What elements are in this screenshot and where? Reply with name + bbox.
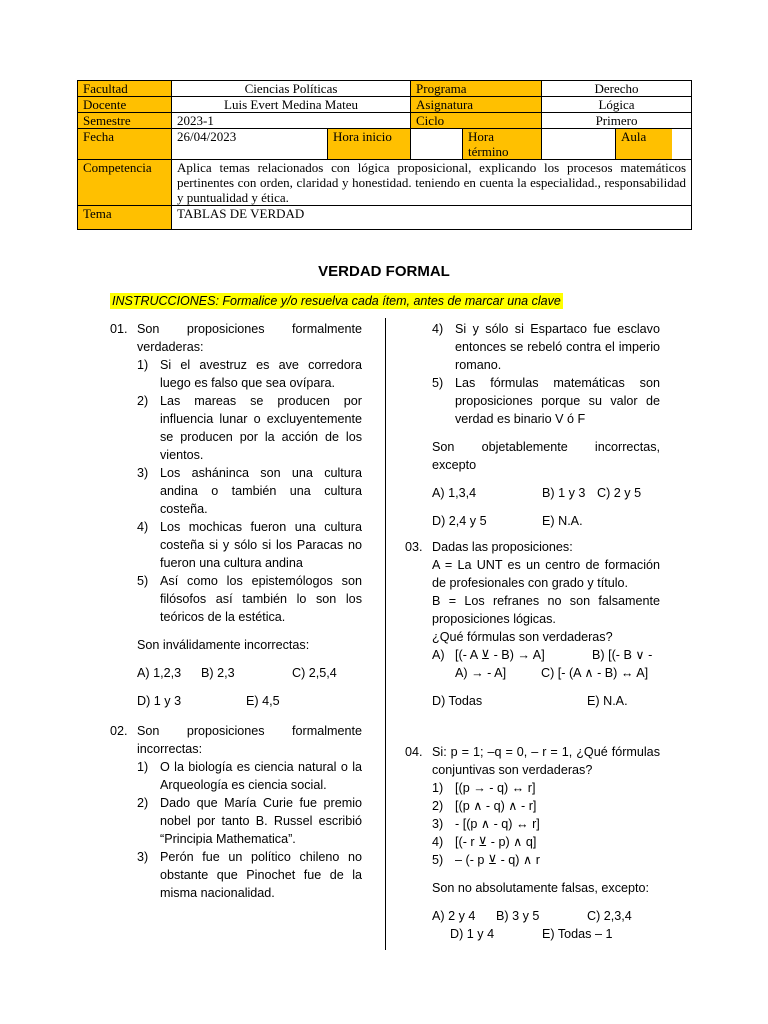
- fecha-value: 26/04/2023: [172, 129, 328, 160]
- option-a[interactable]: [(- A ⊻ - B) → A]: [455, 648, 545, 662]
- aula-value: [672, 129, 691, 159]
- page-title: VERDAD FORMAL: [318, 263, 450, 280]
- list-item: [137, 356, 362, 392]
- list-item: [137, 848, 362, 902]
- facultad-value: Ciencias Políticas: [172, 81, 411, 97]
- competencia-value: Aplica temas relacionados con lógica proposicional, explicando los procesos matemáticos pertinentes con orden, claridad y honestidad. teniendo en cuenta la especialidad., responsabilidad y puntualidad y ética.: [172, 160, 692, 206]
- item-number: 3): [432, 817, 444, 831]
- hora-inicio-label: Hora inicio: [328, 129, 411, 160]
- competencia-label: Competencia: [78, 160, 172, 206]
- question-prompt: Son objetablemente incorrectas, excepto: [432, 440, 660, 472]
- question-03: [405, 538, 660, 710]
- answer-options-row-1: [432, 646, 660, 664]
- instructions: INSTRUCCIONES: Formalice y/o resuelva cada ítem, antes de marcar una clave: [112, 294, 561, 308]
- item-formula: [(- r ⊻ - p) ∧ q]: [455, 835, 537, 849]
- option-e[interactable]: E) N.A.: [542, 514, 583, 528]
- question-stem: Dadas las proposiciones:: [432, 540, 573, 554]
- item-text: Si y sólo si Espartaco fue esclavo entonces se rebeló contra el imperio romano.: [455, 322, 660, 372]
- answer-options-row-2: [432, 512, 660, 530]
- item-text: Perón fue un político chileno no obstante que Pinochet fue de la misma nacionalidad.: [160, 850, 362, 900]
- answer-options-row-1: [432, 484, 660, 502]
- list-item: [137, 392, 362, 464]
- column-divider: [385, 318, 386, 950]
- programa-value: Derecho: [542, 81, 692, 97]
- item-number: 5): [432, 853, 444, 867]
- item-formula: [(p → - q) ↔ r]: [455, 781, 536, 795]
- aula-label-text: Aula: [616, 129, 672, 159]
- option-b[interactable]: B) 2,3: [201, 666, 235, 680]
- proposition-b: B = Los refranes no son falsamente proposiciones lógicas.: [432, 594, 660, 626]
- ciclo-label: Ciclo: [411, 113, 542, 129]
- option-a[interactable]: A) 1,2,3: [137, 666, 182, 680]
- answer-options-row-2: [432, 664, 660, 682]
- hora-termino-label-line1: Hora: [468, 129, 495, 144]
- list-item: [432, 797, 660, 815]
- question-number: 02.: [110, 724, 128, 738]
- question-stem: Son proposiciones formalmente incorrectas:: [137, 724, 362, 756]
- item-number: 5): [432, 376, 444, 390]
- docente-value: Luis Evert Medina Mateu: [172, 97, 411, 113]
- item-number: 4): [432, 322, 444, 336]
- item-text: Las mareas se producen por influencia lunar o excluyentemente se producen por la acción de los vientos.: [160, 394, 362, 462]
- option-b-continued: A) → - A]: [455, 666, 507, 680]
- item-text: Los asháninca son una cultura andina o también una cultura costeña.: [160, 466, 362, 516]
- question-02: [110, 722, 362, 902]
- tema-value: TABLAS DE VERDAD: [172, 206, 692, 230]
- item-number: 1): [137, 358, 149, 372]
- item-number: 1): [137, 760, 149, 774]
- item-number: 4): [432, 835, 444, 849]
- answer-options-row-1: [432, 907, 660, 925]
- hora-inicio-value: [411, 129, 463, 160]
- hora-termino-value: [542, 129, 616, 160]
- list-item: [432, 851, 660, 869]
- docente-label: Docente: [78, 97, 172, 113]
- left-column: [110, 320, 362, 902]
- question-prompt: Son no absolutamente falsas, excepto:: [432, 881, 650, 895]
- item-text: Así como los epistemólogos son filósofos así también lo son los teóricos de la estética.: [160, 574, 362, 624]
- item-number: 2): [432, 799, 444, 813]
- answer-options-row-3: [432, 692, 660, 710]
- option-c[interactable]: C) [- (A ∧ - B) ↔ A]: [541, 666, 649, 680]
- option-d[interactable]: D) 1 y 4: [450, 927, 495, 941]
- semestre-value: 2023-1: [172, 113, 411, 129]
- option-e[interactable]: E) N.A.: [587, 694, 628, 708]
- option-b[interactable]: B) 1 y 3: [542, 486, 586, 500]
- option-d[interactable]: D) Todas: [432, 694, 483, 708]
- question-01: [110, 320, 362, 710]
- list-item: [137, 758, 362, 794]
- facultad-label: Facultad: [78, 81, 172, 97]
- asignatura-label: Asignatura: [411, 97, 542, 113]
- option-a[interactable]: A) 2 y 4: [432, 909, 476, 923]
- question-number: 03.: [405, 540, 423, 554]
- list-item: [432, 374, 660, 428]
- semestre-label: Semestre: [78, 113, 172, 129]
- option-b[interactable]: B) [(- B ∨ -: [592, 648, 653, 662]
- list-item: [432, 779, 660, 797]
- item-formula: [(p ∧ - q) ∧ - r]: [455, 799, 537, 813]
- aula-label: [616, 129, 692, 160]
- option-d[interactable]: D) 2,4 y 5: [432, 514, 487, 528]
- item-text: Dado que María Curie fue premio nobel por tanto B. Russel escribió “Principia Mathematica”.: [160, 796, 362, 846]
- option-d[interactable]: D) 1 y 3: [137, 694, 182, 708]
- list-item: [137, 794, 362, 848]
- list-item: [137, 572, 362, 626]
- item-number: 3): [137, 850, 149, 864]
- answer-options-row-2: [432, 925, 660, 943]
- header-table: [77, 80, 692, 230]
- hora-termino-label: [463, 129, 542, 160]
- list-item: [432, 320, 660, 374]
- question-prompt: Son inválidamente incorrectas:: [137, 638, 310, 652]
- option-e[interactable]: E) 4,5: [246, 694, 280, 708]
- question-number: 01.: [110, 322, 128, 336]
- option-b[interactable]: B) 3 y 5: [496, 909, 540, 923]
- right-column: [405, 320, 660, 943]
- option-c[interactable]: C) 2 y 5: [597, 486, 642, 500]
- list-item: [137, 464, 362, 518]
- fecha-label: Fecha: [78, 129, 172, 160]
- programa-label: Programa: [411, 81, 542, 97]
- option-c[interactable]: C) 2,5,4: [292, 666, 337, 680]
- list-item: [432, 815, 660, 833]
- question-prompt: ¿Qué fórmulas son verdaderas?: [432, 630, 613, 644]
- item-text: Los mochicas fueron una cultura costeña si y sólo si los Paracas no fueron una cultura andina: [160, 520, 362, 570]
- asignatura-value: Lógica: [542, 97, 692, 113]
- item-text: Las fórmulas matemáticas son proposiciones porque su valor de verdad es binario V ó F: [455, 376, 660, 426]
- question-02-continued: [405, 320, 660, 530]
- proposition-a: A = La UNT es un centro de formación de profesionales con grado y título.: [432, 558, 660, 590]
- list-item: [432, 833, 660, 851]
- question-stem: Si: p = 1; –q = 0, – r = 1, ¿Qué fórmulas conjuntivas son verdaderas?: [432, 745, 660, 777]
- item-number: 1): [432, 781, 444, 795]
- question-number: 04.: [405, 745, 423, 759]
- option-a-label[interactable]: A): [432, 648, 445, 662]
- question-stem: Son proposiciones formalmente verdaderas:: [137, 322, 362, 354]
- item-number: 2): [137, 394, 149, 408]
- item-formula: – (- p ⊻ - q) ∧ r: [455, 853, 540, 867]
- hora-termino-label-line2: término: [468, 144, 509, 159]
- option-a[interactable]: A) 1,3,4: [432, 486, 477, 500]
- tema-label: Tema: [78, 206, 172, 230]
- ciclo-value: Primero: [542, 113, 692, 129]
- option-e[interactable]: E) Todas – 1: [542, 927, 613, 941]
- item-number: 5): [137, 574, 149, 588]
- answer-options-row-2: [137, 692, 362, 710]
- item-text: Si el avestruz es ave corredora luego es falso que sea ovípara.: [160, 358, 362, 390]
- question-04: [405, 743, 660, 943]
- list-item: [137, 518, 362, 572]
- item-number: 3): [137, 466, 149, 480]
- item-formula: - [(p ∧ - q) ↔ r]: [455, 817, 540, 831]
- option-c[interactable]: C) 2,3,4: [587, 909, 632, 923]
- item-number: 2): [137, 796, 149, 810]
- item-text: O la biología es ciencia natural o la Arqueología es ciencia social.: [160, 760, 362, 792]
- answer-options-row-1: [137, 664, 362, 682]
- item-number: 4): [137, 520, 149, 534]
